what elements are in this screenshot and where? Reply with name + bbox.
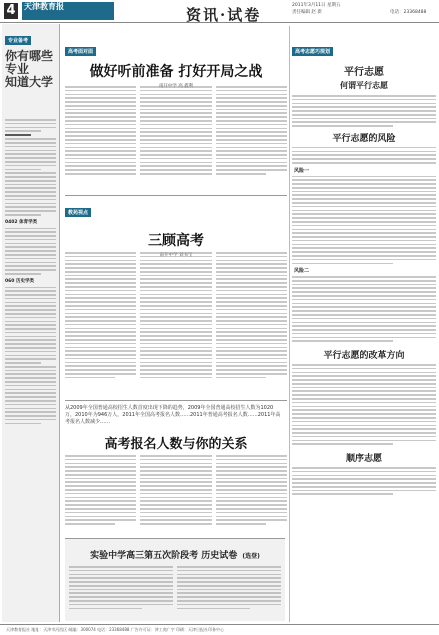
right-badge: 高考志愿巧规划: [292, 47, 333, 56]
exam-title-row: [65, 543, 285, 562]
left-title-line2: 知道大学: [5, 75, 54, 89]
right-subtitle-1: 何谓平行志愿: [340, 80, 388, 90]
exam-box: [65, 538, 285, 621]
right-body-3: [292, 176, 436, 265]
page-code: 电话：23368488: [390, 10, 427, 15]
bottom-body-text: [65, 455, 287, 527]
top-headline: 做好听前准备 打好开局之战: [89, 64, 263, 80]
left-section-head-1: 0402 体育学类: [5, 219, 38, 225]
editor-text: 责任编辑 赵 新: [292, 10, 322, 15]
left-body-text-3: [5, 287, 56, 425]
right-body-4: [292, 276, 436, 342]
left-body-text: [5, 119, 56, 216]
right-body-1: [292, 95, 436, 127]
right-body-6: [292, 467, 436, 495]
left-column: [2, 24, 60, 622]
mid-badge: 教苑视点: [65, 208, 91, 217]
paper-logo: [22, 2, 114, 20]
top-body-text: [65, 86, 287, 177]
footer: 天津教育报社 地址：天津市河西区 邮编：300074 电话：23368488 广告许可证：津工商广字 印刷：天津日报社印务中心: [0, 624, 439, 635]
right-title-2: 平行志愿的风险: [332, 133, 396, 144]
exam-title: 实验中学高三第五次阶段考 历史试卷: [90, 551, 238, 561]
right-column: [292, 38, 436, 497]
exam-tag: (选登): [242, 553, 260, 560]
right-body-5: [292, 364, 436, 445]
paper-name: 天津教育报: [24, 2, 64, 11]
right-body-2: [292, 147, 436, 164]
mid-headline: 三顾高考: [148, 233, 204, 249]
left-title: [5, 50, 56, 89]
mid-feature: [65, 199, 287, 258]
right-title-3: 平行志愿的改革方向: [323, 351, 405, 361]
left-section-head-3: 060 历史学类: [5, 278, 34, 284]
right-title-4: 顺序志愿: [345, 454, 382, 464]
left-body-text-2: [5, 228, 56, 275]
bottom-summary: 从2009年全国普通高校招生人数首度出现下降的趋势，2009年全国普通高校招生人数为1020万，2010年为946万人，2011年全国高考报名人数……2011年普通高考报名人数……2011年高考报名人数减少……: [65, 405, 281, 425]
bottom-headline: 高考报名人数与你的关系: [104, 437, 248, 452]
section-title: 资讯·试卷: [186, 6, 262, 24]
top-badge: 高考面对面: [65, 47, 96, 56]
date-line: [292, 2, 340, 16]
risk-1-head: 风险一: [294, 167, 310, 174]
left-title-line1: 你有哪些专业: [5, 49, 54, 76]
right-title-1: 平行志愿: [344, 67, 384, 78]
mid-body-text: [65, 252, 287, 381]
masthead: [0, 0, 439, 23]
exam-body-text: [65, 562, 285, 611]
date-text: 2011年3月11日 星期五: [292, 3, 341, 8]
top-feature: [65, 38, 287, 89]
risk-2-head: 风险二: [294, 268, 310, 275]
page-number: 4: [4, 3, 18, 19]
left-badge: 专业备考: [5, 36, 31, 45]
